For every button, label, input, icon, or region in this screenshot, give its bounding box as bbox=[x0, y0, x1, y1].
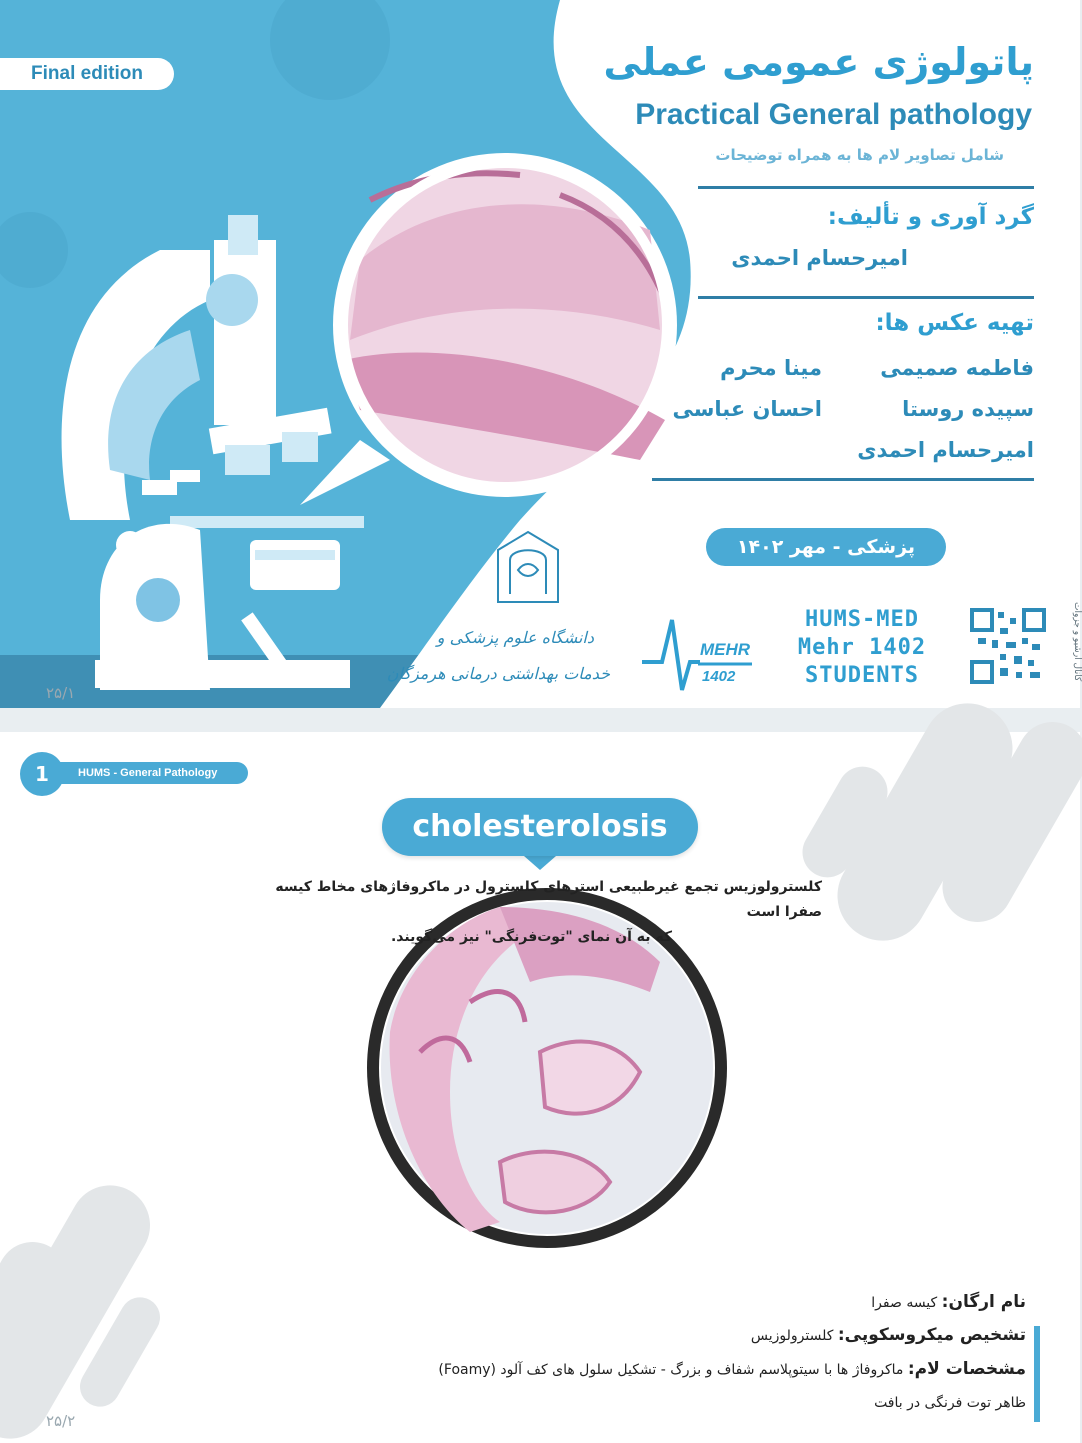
description-line-1: کلسترولوزیس تجمع غیرطبیعی استرهای کلسترول در ماکروفاژهای مخاط کیسه صفرا است bbox=[275, 879, 822, 920]
hums-line-1: HUMS-MED bbox=[805, 607, 919, 632]
photographer-name: مینا محرم bbox=[720, 356, 822, 380]
features-label: مشخصات لام: bbox=[907, 1359, 1026, 1379]
divider-2 bbox=[698, 296, 1034, 299]
title-persian: پاتولوژی عمومی عملی bbox=[603, 40, 1034, 84]
organ-row bbox=[871, 1292, 1026, 1312]
organ-label: نام ارگان: bbox=[941, 1292, 1026, 1312]
compiler-name: امیرحسام احمدی bbox=[731, 246, 908, 270]
photographer-name: فاطمه صمیمی bbox=[880, 356, 1034, 380]
features-row bbox=[438, 1359, 1026, 1379]
page-number: ۲۵/۲ bbox=[46, 1412, 76, 1430]
info-accent-bar bbox=[1034, 1326, 1040, 1422]
cover-slide bbox=[0, 0, 1080, 708]
photos-by-label: تهیه عکس ها: bbox=[875, 310, 1034, 336]
date-pill: پزشکی - مهر ۱۴۰۲ bbox=[706, 528, 946, 566]
description-line-2: که به آن نمای "توت‌فرنگی" نیز می‌گویند. bbox=[390, 929, 672, 945]
diagnosis-row bbox=[751, 1325, 1026, 1345]
title-english: Practical General pathology bbox=[635, 98, 1032, 131]
features-row-2: ظاهر توت فرنگی در بافت bbox=[874, 1395, 1026, 1411]
organ-value: کیسه صفرا bbox=[871, 1295, 938, 1311]
photographer-name: امیرحسام احمدی bbox=[857, 438, 1034, 462]
content-slide bbox=[0, 732, 1080, 1443]
university-name-line1: دانشگاه علوم پزشکی و bbox=[436, 628, 594, 647]
histology-circle-cover bbox=[333, 153, 677, 497]
slide-title: cholesterolosis bbox=[382, 798, 698, 856]
compiled-by-label: گرد آوری و تألیف: bbox=[827, 204, 1034, 230]
mehr-logo-text: MEHR bbox=[700, 640, 751, 659]
page-number: ۲۵/۱ bbox=[46, 684, 76, 702]
photographer-name: سپیده روستا bbox=[902, 397, 1034, 421]
final-edition-badge: Final edition bbox=[0, 58, 174, 90]
diagnosis-value: کلسترولوزیس bbox=[750, 1328, 834, 1344]
microscope-illustration bbox=[62, 215, 364, 690]
features-value: ماکروفاژ ها با سیتوپلاسم شفاف و بزرگ - تشکیل سلول های کف آلود (Foamy) bbox=[438, 1362, 904, 1378]
subtitle-persian: شامل تصاویر لام ها به همراه توضیحات bbox=[715, 146, 1004, 164]
hums-students-logo bbox=[782, 606, 942, 690]
description bbox=[262, 875, 822, 950]
divider-3 bbox=[652, 478, 1034, 481]
hums-line-2: Mehr 1402 bbox=[797, 635, 927, 660]
qr-code bbox=[970, 608, 1046, 684]
university-name-line2: خدمات بهداشتی درمانی هرمزگان bbox=[386, 664, 610, 683]
qr-caption: کانال آرشیو و جزوات bbox=[1072, 602, 1082, 682]
header-tag: HUMS - General Pathology bbox=[56, 762, 248, 784]
mehr-logo-year: 1402 bbox=[702, 668, 736, 685]
photographer-name: احسان عباسی bbox=[672, 397, 822, 421]
hums-line-3: STUDENTS bbox=[805, 663, 919, 688]
diagnosis-label: تشخیص میکروسکوپی: bbox=[837, 1325, 1026, 1345]
divider-1 bbox=[698, 186, 1034, 189]
slide-number: 1 bbox=[20, 752, 64, 796]
